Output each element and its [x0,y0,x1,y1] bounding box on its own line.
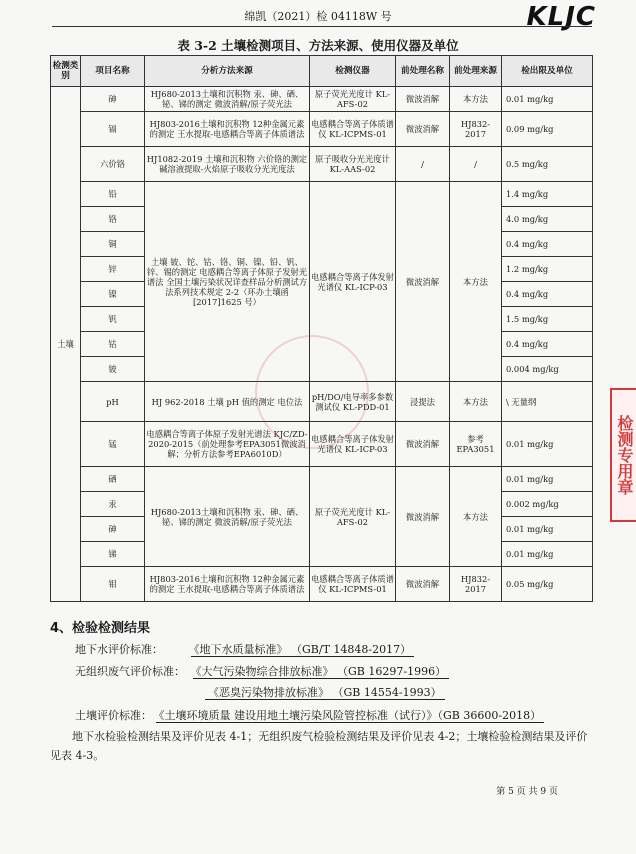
pretreat-source-cell: 本方法 [450,467,502,567]
item-cell: pH [81,382,145,422]
limit-cell: 1.5 mg/kg [502,307,593,332]
table-row [51,567,593,602]
item-cell: 铍 [81,357,145,382]
pretreat-source-cell: 本方法 [450,87,502,112]
groundwater-standard-line [75,641,414,657]
method-cell: HJ680-2013土壤和沉积物 汞、砷、硒、铋、锑的测定 微波消解/原子荧光法 [145,87,310,112]
method-cell: 电感耦合等离子体原子发射光谱法 KJC/ZD-2020-2015（前处理参考EPA3051微波消解；分析方法参考EPA6010D） [145,422,310,467]
item-cell: 铜 [81,232,145,257]
air-label: 无组织废气评价标准： [75,665,185,678]
table-title: 表 3-2 土壤检测项目、方法来源、使用仪器及单位 [177,38,459,53]
limit-cell: 0.5 mg/kg [502,147,593,182]
pretreat-cell: 微波消解 [396,567,450,602]
limit-cell: 0.004 mg/kg [502,357,593,382]
pretreat-source-cell: HJ832-2017 [450,567,502,602]
results-paragraph: 地下水检验检测结果及评价见表 4-1；无组织废气检验检测结果及评价见表 4-2；土壤检验检测结果及评价见表 4-3。 [50,730,588,762]
edge-stamp: 检测专用章 [610,388,636,522]
col-header: 检出限及单位 [502,56,593,87]
method-cell: HJ1082-2019 土壤和沉积物 六价铬的测定 碱溶液提取-火焰原子吸收分光光度法 [145,147,310,182]
item-cell: 硒 [81,467,145,492]
pretreat-cell: 微波消解 [396,87,450,112]
limit-cell: 0.002 mg/kg [502,492,593,517]
method-cell: HJ 962-2018 土壤 pH 值的测定 电位法 [145,382,310,422]
limit-cell: 0.4 mg/kg [502,232,593,257]
col-header: 前处理名称 [396,56,450,87]
header-rule [52,26,592,27]
pretreat-cell: / [396,147,450,182]
page-number: 第 5 页 共 9 页 [496,787,558,797]
table-row [51,182,593,207]
item-cell: 铬 [81,207,145,232]
air-standard-line-2 [205,684,445,700]
item-cell: 砷 [81,87,145,112]
table-row [51,147,593,182]
limit-cell: 1.2 mg/kg [502,257,593,282]
air-standard-line [75,663,449,679]
pretreat-source-cell: 参考 EPA3051 [450,422,502,467]
pretreat-source-cell: 本方法 [450,182,502,382]
table-row [51,112,593,147]
item-cell: 锰 [81,422,145,467]
pretreat-cell: 微波消解 [396,467,450,567]
method-cell: 土壤 铍、铊、钴、铬、铜、镍、铅、钒、锌、锡的测定 电感耦合等离子体原子发射光谱法 全国土壤污染状况详查样品分析测试方法系列技术规定 2-2（环办土壤函[2017]1625 号） [145,182,310,382]
pretreat-source-cell: 本方法 [450,382,502,422]
report-number: 绵凯（2021）检 04118W 号 [244,10,392,23]
limit-cell: 0.4 mg/kg [502,282,593,307]
method-cell: HJ803-2016土壤和沉积物 12种金属元素的测定 王水提取-电感耦合等离子体质谱法 [145,112,310,147]
item-cell: 镍 [81,282,145,307]
soil-label: 土壤评价标准： [75,709,152,722]
instrument-cell: 原子吸收分光光度计 KL-AAS-02 [310,147,396,182]
limit-cell: 0.01 mg/kg [502,87,593,112]
item-cell: 铅 [81,182,145,207]
table-row [51,467,593,492]
item-cell: 钒 [81,307,145,332]
groundwater-standard: 《地下水质量标准》 （GB/T 14848-2017） [191,643,414,657]
air-standard-2: 《恶臭污染物排放标准》 （GB 14554-1993） [205,686,445,700]
soil-standard-line [75,707,544,723]
limit-cell: 1.4 mg/kg [502,182,593,207]
limit-cell: 0.01 mg/kg [502,517,593,542]
col-header: 检测仪器 [310,56,396,87]
instrument-cell: 电感耦合等离子体质谱仪 KL-ICPMS-01 [310,112,396,147]
faint-seal-mark [255,335,369,449]
col-header: 检测类别 [51,56,81,87]
pretreat-cell: 微波消解 [396,422,450,467]
category-cell: 土壤 [51,87,81,602]
method-cell: HJ680-2013土壤和沉积物 汞、砷、硒、铋、锑的测定 微波消解/原子荧光法 [145,467,310,567]
table-header-row [51,56,593,87]
col-header: 项目名称 [81,56,145,87]
soil-standard: 《土壤环境质量 建设用地土壤污染风险管控标准（试行）》（GB 36600-2018） [156,709,544,723]
item-cell: 钴 [81,332,145,357]
pretreat-source-cell: / [450,147,502,182]
instrument-cell: 原子荧光光度计 KL-AFS-02 [310,467,396,567]
pretreat-cell: 浸提法 [396,382,450,422]
instrument-cell: pH/DO/电导率多参数测试仪 KL-PDD-01 [310,382,396,422]
item-cell: 砷 [81,517,145,542]
instrument-cell: 电感耦合等离子体发射光谱仪 KL-ICP-03 [310,422,396,467]
soil-method-table [50,55,593,602]
item-cell: 锌 [81,257,145,282]
pretreat-cell: 微波消解 [396,182,450,382]
pretreat-cell: 微波消解 [396,112,450,147]
groundwater-label: 地下水评价标准： [75,643,163,656]
pretreat-source-cell: HJ832-2017 [450,112,502,147]
item-cell: 汞 [81,492,145,517]
col-header: 分析方法来源 [145,56,310,87]
item-cell: 六价铬 [81,147,145,182]
item-cell: 钼 [81,567,145,602]
limit-cell: 0.01 mg/kg [502,422,593,467]
instrument-cell: 原子荧光光度计 KL-AFS-02 [310,87,396,112]
col-header: 前处理来源 [450,56,502,87]
limit-cell: 0.01 mg/kg [502,542,593,567]
item-cell: 镉 [81,112,145,147]
method-cell: HJ803-2016土壤和沉积物 12种金属元素的测定 王水提取-电感耦合等离子体质谱法 [145,567,310,602]
instrument-cell: 电感耦合等离子体质谱仪 KL-ICPMS-01 [310,567,396,602]
instrument-cell: 电感耦合等离子体发射光谱仪 KL-ICP-03 [310,182,396,382]
item-cell: 锑 [81,542,145,567]
limit-cell: 4.0 mg/kg [502,207,593,232]
limit-cell: 0.4 mg/kg [502,332,593,357]
table-row [51,87,593,112]
limit-cell: 0.09 mg/kg [502,112,593,147]
limit-cell: 0.01 mg/kg [502,467,593,492]
section-title: 4、检验检测结果 [50,621,151,636]
company-logo: KLJC [526,2,596,32]
limit-cell: 0.05 mg/kg [502,567,593,602]
air-standard-1: 《大气污染物综合排放标准》 （GB 16297-1996） [193,665,449,679]
limit-cell: \ 无量纲 [502,382,593,422]
